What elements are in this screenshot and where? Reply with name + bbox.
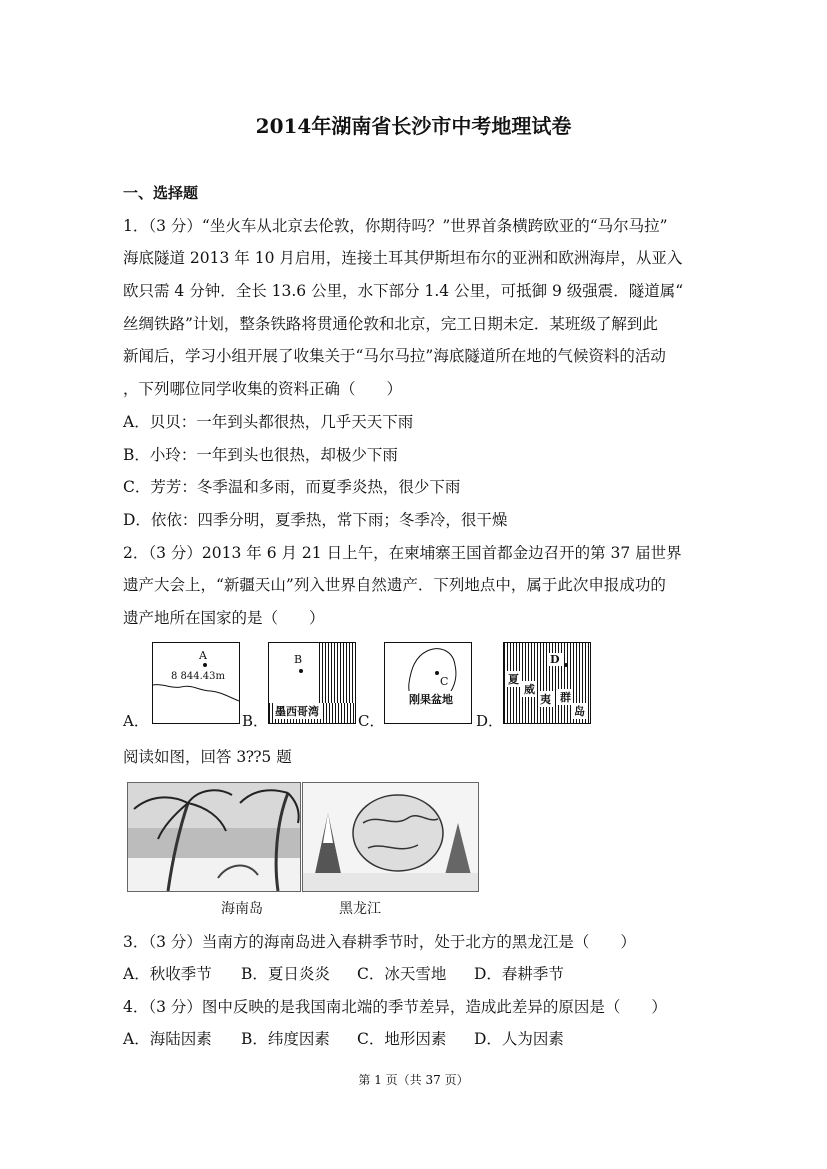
point-b-dot [299, 669, 303, 673]
q2-line-2: 遗产大会上，“新疆天山”列入世界自然遗产．下列地点中，属于此次申报成功的 [123, 576, 666, 594]
q1-line-5: 新闻后，学习小组开展了收集关于“马尔马拉”海底隧道所在地的气候资料的活动 [123, 347, 666, 365]
snow-forest-illustration [303, 783, 478, 891]
congo-basin-outline [385, 643, 471, 723]
q2-option-d-letter: D． [476, 712, 504, 730]
q1-line-1: 1．（3 分）“坐火车从北京去伦敦，你期待吗？”世界首条横跨欧亚的“马尔马拉” [123, 217, 668, 235]
point-c-label: C [440, 675, 449, 688]
elevation-label: 8 844.43m [171, 671, 226, 682]
q1-option-c: C．芳芳：冬季温和多雨，而夏季炎热，很少下雨 [123, 478, 461, 496]
section-heading: 一、选择题 [123, 184, 199, 202]
q1-option-d: D．依依：四季分明，夏季热，常下雨；冬季冷，很干燥 [123, 511, 508, 529]
q3-text: 3．（3 分）当南方的海南岛进入春耕季节时，处于北方的黑龙江是（ ） [123, 933, 636, 951]
q1-line-3: 欧只需 4 分钟．全长 13.6 公里，水下部分 1.4 公里，可抵御 9 级强震．隧道属“ [123, 282, 684, 300]
map-b [268, 642, 356, 724]
map-d [503, 642, 591, 724]
page-footer: 第 1 页（共 37 页） [358, 1073, 469, 1087]
q3-option-c: C．冰天雪地 [357, 965, 447, 983]
point-a-label: A [199, 649, 207, 662]
hawaii-char-3: 夷 [540, 693, 551, 706]
q1-option-a: A．贝贝：一年到头都很热，几乎天天下雨 [123, 413, 414, 431]
map-c [384, 642, 472, 724]
q3-option-b: B．夏日炎炎 [241, 965, 330, 983]
q1-option-b: B．小玲：一年到头也很热，却极少下雨 [123, 446, 398, 464]
q4-text: 4．（3 分）图中反映的是我国南北端的季节差异，造成此差异的原因是（ ） [123, 998, 667, 1016]
mountain-contour-graphic [153, 643, 239, 723]
q3-option-a: A．秋收季节 [123, 965, 212, 983]
q2-line-1: 2．（3 分）2013 年 6 月 21 日上午，在柬埔寨王国首都金边召开的第 37 届世界 [123, 544, 682, 562]
q4-option-c: C．地形因素 [357, 1030, 447, 1048]
q1-line-4: 丝绸铁路”计划，整条铁路将贯通伦敦和北京，完工日期未定．某班级了解到此 [123, 315, 658, 333]
congo-basin-label: 刚果盆地 [409, 693, 453, 706]
hainan-photo [127, 782, 301, 892]
point-d-label: D [550, 653, 560, 666]
q2-option-a-letter: A． [123, 712, 149, 730]
point-c-dot [435, 671, 439, 675]
point-a-dot [203, 663, 207, 667]
heilongjiang-caption: 黑龙江 [339, 901, 381, 917]
palm-beach-illustration [128, 783, 300, 891]
map-a [152, 642, 240, 724]
gulf-of-mexico-label: 墨西哥湾 [275, 705, 319, 718]
point-b-label: B [294, 653, 303, 666]
q4-option-b: B．纬度因素 [241, 1030, 330, 1048]
q4-option-a: A．海陆因素 [123, 1030, 212, 1048]
hainan-caption: 海南岛 [221, 901, 263, 917]
hawaii-char-4: 群 [560, 691, 571, 704]
hawaii-char-1: 夏 [508, 673, 519, 686]
hawaii-char-5: 岛 [574, 705, 585, 718]
q1-line-2: 海底隧道 2013 年 10 月启用，连接土耳其伊斯坦布尔的亚洲和欧洲海岸，从亚入 [123, 249, 683, 267]
q3-option-d: D．春耕季节 [474, 965, 564, 983]
q1-line-6: ，下列哪位同学收集的资料正确（ ） [123, 380, 403, 398]
point-d-dot [564, 663, 568, 667]
heilongjiang-photo [302, 782, 479, 892]
q4-option-d: D．人为因素 [474, 1030, 564, 1048]
q2-line-3: 遗产地所在国家的是（ ） [123, 609, 325, 627]
q2-option-b-letter: B． [242, 712, 269, 730]
read-prompt: 阅读如图，回答 3⁇5 题 [123, 748, 292, 766]
q2-option-c-letter: C． [358, 712, 385, 730]
hawaii-char-2: 威 [524, 683, 535, 696]
page-title: 2014年湖南省长沙市中考地理试卷 [255, 114, 572, 138]
